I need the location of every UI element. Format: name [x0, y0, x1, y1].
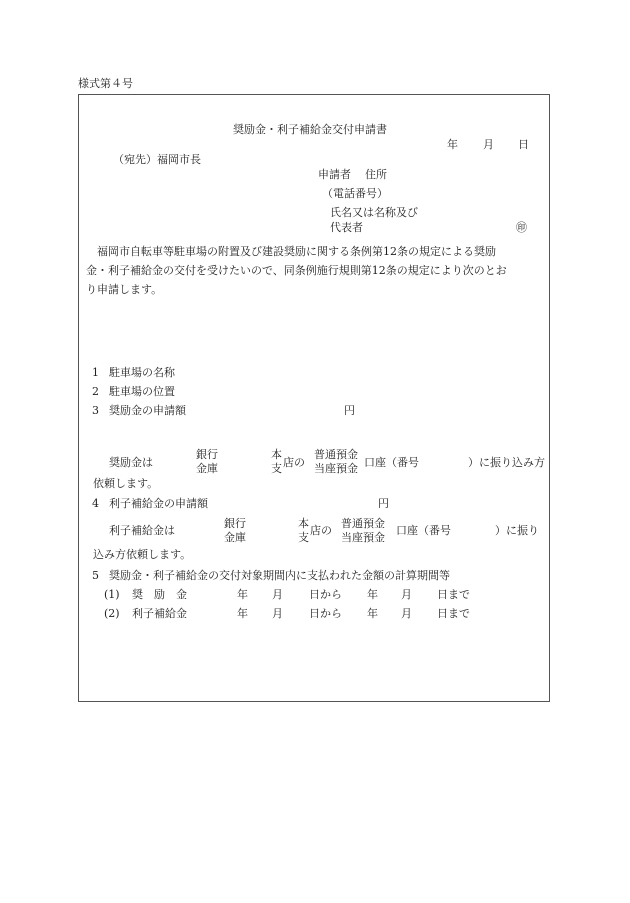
date-day: 日 [518, 138, 529, 151]
period2-number: (2) [104, 607, 120, 620]
transfer2-tail: ）に振り [495, 524, 539, 537]
period2-end-month: 月 [401, 607, 412, 620]
ordinary-deposit-option: 普通預金 [314, 448, 358, 461]
bank-option: 銀行 [224, 517, 246, 530]
transfer1-branch-type [271, 448, 282, 476]
period1-end-year: 年 [367, 588, 378, 601]
transfer2-account-number-label: 口座（番号 [396, 524, 451, 537]
item1-number: 1 [92, 366, 99, 379]
item3-yen-unit: 円 [344, 404, 355, 417]
kinko-option: 金庫 [224, 530, 246, 544]
item4-label: 利子補給金の申請額 [109, 497, 208, 510]
form-number: 様式第４号 [78, 77, 133, 90]
kinko-option: 金庫 [196, 461, 218, 475]
body-paragraph-line2: 金・利子補給金の交付を受けたいので、同条例施行規則第12条の規定により次のとお [86, 264, 507, 277]
item2-number: 2 [92, 385, 99, 398]
transfer1-tail: ）に振り込み方 [468, 456, 545, 469]
item4-number: 4 [92, 497, 99, 510]
applicant-phone-label: （電話番号） [322, 187, 388, 200]
transfer1-account-number-label: 口座（番号 [364, 456, 419, 469]
bank-option: 銀行 [196, 448, 218, 461]
period2-end-day: 日まで [437, 607, 470, 620]
form-title: 奨励金・利子補給金交付申請書 [233, 123, 387, 136]
applicant-name-label: 氏名又は名称及び [330, 206, 418, 219]
transfer1-lead: 奨励金は [109, 456, 153, 469]
transfer2-store-label: 店の [310, 524, 332, 537]
transfer1-store-label: 店の [283, 456, 305, 469]
applicant-address-label: 住所 [365, 168, 387, 181]
period2-label: 利子補給金 [132, 607, 187, 620]
item3-label: 奨励金の申請額 [109, 404, 186, 417]
sub-branch-option: 支 [298, 530, 309, 544]
transfer1-bank-type [196, 448, 218, 476]
ordinary-deposit-option: 普通預金 [341, 517, 385, 530]
period2-start-month: 月 [272, 607, 283, 620]
applicant-label: 申請者 [318, 168, 351, 181]
item5-label: 奨励金・利子補給金の交付対象期間内に支払われた金額の計算期間等 [109, 569, 450, 582]
main-branch-option: 本 [271, 448, 282, 461]
period1-start-day: 日から [309, 588, 342, 601]
transfer2-bank-type [224, 517, 246, 545]
current-deposit-option: 当座預金 [341, 530, 385, 544]
period1-start-year: 年 [237, 588, 248, 601]
body-paragraph-line1: 福岡市自転車等駐車場の附置及び建設奨励に関する条例第12条の規定による奨励 [97, 245, 496, 258]
addressee: （宛先）福岡市長 [113, 153, 201, 166]
transfer2-lead: 利子補給金は [109, 524, 175, 537]
current-deposit-option: 当座預金 [314, 461, 358, 475]
item2-label: 駐車場の位置 [109, 385, 175, 398]
period2-end-year: 年 [367, 607, 378, 620]
period1-label: 奨 励 金 [132, 588, 187, 601]
item3-number: 3 [92, 404, 99, 417]
transfer1-account-type [314, 448, 358, 476]
sub-branch-option: 支 [271, 461, 282, 475]
body-paragraph-line3: り申請します。 [86, 283, 163, 296]
transfer1-continuation: 依頼します。 [93, 477, 159, 490]
date-month: 月 [483, 138, 494, 151]
period1-start-month: 月 [272, 588, 283, 601]
period1-number: (1) [104, 588, 120, 601]
period1-end-month: 月 [401, 588, 412, 601]
applicant-representative-label: 代表者 [330, 221, 363, 234]
period2-start-day: 日から [309, 607, 342, 620]
item4-yen-unit: 円 [378, 497, 389, 510]
period1-end-day: 日まで [437, 588, 470, 601]
main-branch-option: 本 [298, 517, 309, 530]
period2-start-year: 年 [237, 607, 248, 620]
date-year: 年 [447, 138, 458, 151]
transfer2-account-type [341, 517, 385, 545]
item1-label: 駐車場の名称 [109, 366, 175, 379]
seal-mark: ㊞ [516, 221, 527, 234]
transfer2-branch-type [298, 517, 309, 545]
item5-number: 5 [92, 569, 99, 582]
transfer2-continuation: 込み方依頼します。 [93, 548, 192, 561]
